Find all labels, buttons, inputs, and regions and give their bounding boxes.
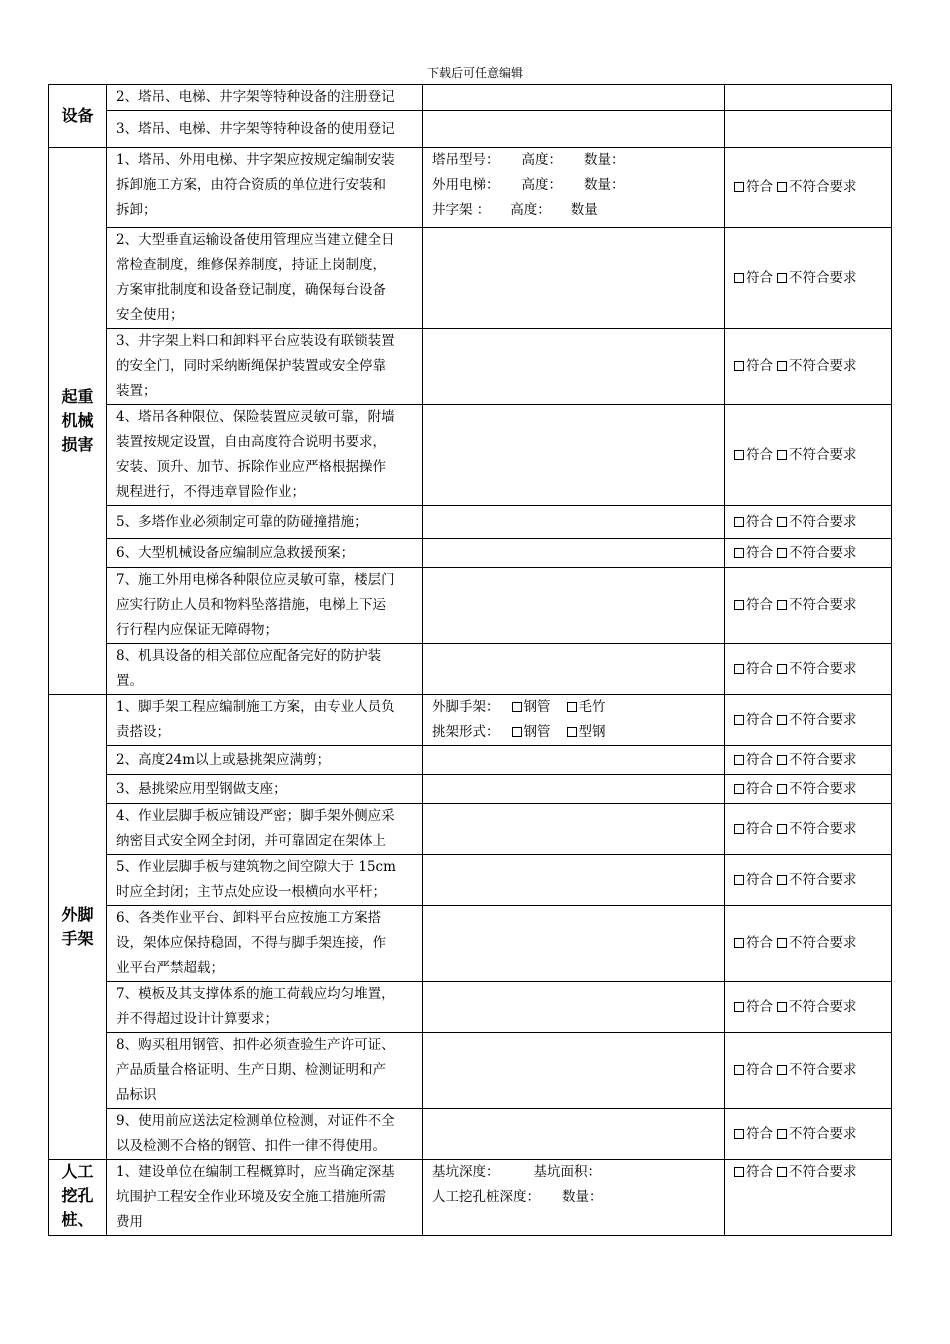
item-line: 3、井字架上料口和卸料平台应装设有联锁装置 — [116, 333, 395, 349]
result-cell — [725, 85, 892, 111]
checkbox-comply[interactable] — [734, 517, 744, 527]
not-comply-label: 不符合要求 — [789, 1062, 857, 1078]
check-item — [107, 1109, 423, 1160]
info-line — [432, 1185, 718, 1210]
result-cell — [725, 746, 892, 775]
info-cell — [423, 111, 725, 148]
item-line: 拆卸施工方案，由符合资质的单位进行安装和 — [116, 177, 386, 193]
info-cell — [423, 148, 725, 228]
qty-label: 数量： — [584, 152, 625, 168]
section-title-line: 桩、 — [61, 1210, 94, 1229]
check-item — [107, 405, 423, 506]
checkbox-comply[interactable] — [734, 450, 744, 460]
table-row — [49, 982, 892, 1033]
check-item: 6、大型机械设备应编制应急救援预案； — [107, 539, 423, 568]
result-cell — [725, 568, 892, 644]
result-cell — [725, 111, 892, 148]
check-item — [107, 1160, 423, 1236]
item-line: 常检查制度，维修保养制度，持证上岗制度， — [116, 257, 386, 273]
item-line: 拆卸； — [116, 202, 157, 218]
section-title-line: 损害 — [61, 435, 94, 454]
info-cell — [423, 855, 725, 906]
not-comply-label: 不符合要求 — [789, 544, 857, 561]
info-cell — [423, 568, 725, 644]
checkbox-not-comply[interactable] — [777, 715, 787, 725]
not-comply-label: 不符合要求 — [789, 780, 857, 797]
item-line: 时应全封闭；主节点处应设一根横向水平杆； — [116, 884, 386, 900]
checkbox-not-comply[interactable] — [777, 182, 787, 192]
checkbox-not-comply[interactable] — [777, 450, 787, 460]
checkbox-section-steel[interactable] — [567, 727, 577, 737]
item-line: 行行程内应保证无障碍物； — [116, 622, 278, 638]
result-cell — [725, 1160, 892, 1236]
checkbox-not-comply[interactable] — [777, 1065, 787, 1075]
result-cell — [725, 695, 892, 746]
checkbox-not-comply[interactable] — [777, 938, 787, 948]
not-comply-label: 不符合要求 — [789, 711, 857, 728]
item-line: 4、作业层脚手板应铺设严密；脚手架外侧应采 — [116, 808, 395, 824]
comply-label: 符合 — [746, 358, 773, 374]
pit-depth-label: 基坑深度： — [432, 1164, 500, 1180]
checkbox-comply[interactable] — [734, 182, 744, 192]
checkbox-comply[interactable] — [734, 824, 744, 834]
info-cell — [423, 228, 725, 329]
checkbox-not-comply[interactable] — [777, 548, 787, 558]
check-item — [107, 804, 423, 855]
result-cell — [725, 644, 892, 695]
result-cell — [725, 804, 892, 855]
pile-depth-label: 人工挖孔桩深度： — [432, 1189, 540, 1205]
item-line: 8、机具设备的相关部位应配备完好的防护装 — [116, 648, 382, 664]
not-comply-label: 不符合要求 — [789, 935, 857, 951]
check-item: 2、高度24m以上或悬挑架应满剪； — [107, 746, 423, 775]
item-line: 业平台严禁超载； — [116, 960, 224, 976]
item-line: 安全使用； — [116, 307, 184, 323]
table-row — [49, 855, 892, 906]
item-line: 8、购买租用钢管、扣件必须查验生产许可证、 — [116, 1037, 395, 1053]
checkbox-comply[interactable] — [734, 1002, 744, 1012]
check-item — [107, 228, 423, 329]
table-row — [49, 111, 892, 148]
table-row — [49, 804, 892, 855]
checkbox-not-comply[interactable] — [777, 273, 787, 283]
comply-label: 符合 — [746, 751, 773, 768]
item-line: 装置按规定设置，自由高度符合说明书要求， — [116, 434, 386, 450]
item-line: 6、各类作业平台、卸料平台应按施工方案搭 — [116, 910, 382, 926]
safety-checklist-table — [48, 84, 892, 1236]
not-comply-label: 不符合要求 — [789, 179, 857, 195]
comply-label: 符合 — [746, 1062, 773, 1078]
info-cell — [423, 1109, 725, 1160]
pit-area-label: 基坑面积： — [533, 1164, 601, 1180]
table-row — [49, 85, 892, 111]
checkbox-comply[interactable] — [734, 1065, 744, 1075]
comply-label: 符合 — [746, 1164, 773, 1180]
info-line — [432, 1160, 718, 1185]
item-line: 7、施工外用电梯各种限位应灵敏可靠，楼层门 — [116, 572, 395, 588]
checkbox-not-comply[interactable] — [777, 600, 787, 610]
not-comply-label: 不符合要求 — [789, 597, 857, 613]
checkbox-not-comply[interactable] — [777, 1129, 787, 1139]
result-cell — [725, 855, 892, 906]
check-item: 3、悬挑梁应用型钢做支座； — [107, 775, 423, 804]
checkbox-comply[interactable] — [734, 361, 744, 371]
table-row — [49, 906, 892, 982]
comply-label: 符合 — [746, 269, 773, 286]
not-comply-label: 不符合要求 — [789, 1164, 857, 1180]
table-row — [49, 1033, 892, 1109]
table-row — [49, 539, 892, 568]
checkbox-comply[interactable] — [734, 548, 744, 558]
check-item — [107, 568, 423, 644]
cantilever-type-label: 挑架形式： — [432, 724, 500, 740]
info-line — [432, 173, 718, 198]
section-title-line: 手架 — [61, 929, 94, 948]
checkbox-not-comply[interactable] — [777, 1002, 787, 1012]
item-line: 纳密目式安全网全封闭，并可靠固定在架体上 — [116, 833, 386, 849]
info-line — [432, 198, 718, 223]
info-line — [432, 148, 718, 173]
item-line: 并不得超过设计计算要求； — [116, 1011, 278, 1027]
checkbox-comply[interactable] — [734, 938, 744, 948]
not-comply-label: 不符合要求 — [789, 513, 857, 530]
comply-label: 符合 — [746, 1125, 773, 1142]
info-line — [432, 695, 718, 720]
item-line: 坑围护工程安全作业环境及安全施工措施所需 — [116, 1189, 386, 1205]
result-cell — [725, 775, 892, 804]
info-cell — [423, 1033, 725, 1109]
qty-label: 数量： — [584, 177, 625, 193]
check-item: 5、多塔作业必须制定可靠的防碰撞措施； — [107, 506, 423, 539]
outer-scaffold-label: 外脚手架： — [432, 699, 500, 715]
section-title-manual-pile — [49, 1160, 107, 1236]
table-row — [49, 506, 892, 539]
table-row — [49, 148, 892, 228]
result-cell — [725, 982, 892, 1033]
item-line: 4、塔吊各种限位、保险装置应灵敏可靠，附墙 — [116, 409, 395, 425]
table-row — [49, 329, 892, 405]
info-cell — [423, 539, 725, 568]
item-line: 5、作业层脚手板与建筑物之间空隙大于 15cm — [116, 859, 396, 875]
result-cell — [725, 906, 892, 982]
not-comply-label: 不符合要求 — [789, 871, 857, 888]
option-label: 钢管 — [523, 724, 551, 740]
section-title-scaffold — [49, 695, 107, 1160]
item-line: 的安全门，同时采纳断绳保护装置或安全停靠 — [116, 358, 386, 374]
info-cell — [423, 1160, 725, 1236]
option-label: 型钢 — [578, 724, 606, 740]
checkbox-not-comply[interactable] — [777, 517, 787, 527]
result-cell — [725, 1109, 892, 1160]
not-comply-label: 不符合要求 — [789, 998, 857, 1015]
table-row — [49, 695, 892, 746]
result-cell — [725, 405, 892, 506]
item-line: 责搭设； — [116, 724, 170, 740]
item-line: 费用 — [116, 1214, 143, 1230]
item-line: 装置； — [116, 383, 157, 399]
not-comply-label: 不符合要求 — [789, 820, 857, 837]
checkbox-comply[interactable] — [734, 784, 744, 794]
checkbox-not-comply[interactable] — [777, 664, 787, 674]
item-line: 规程进行，不得违章冒险作业； — [116, 484, 305, 500]
info-cell — [423, 804, 725, 855]
section-title-lifting — [49, 148, 107, 695]
section-title-line: 人工 — [61, 1162, 94, 1181]
item-line: 设，架体应保持稳固，不得与脚手架连接，作 — [116, 935, 386, 951]
not-comply-label: 不符合要求 — [789, 446, 857, 463]
table-row — [49, 746, 892, 775]
not-comply-label: 不符合要求 — [789, 269, 857, 286]
checkbox-not-comply[interactable] — [777, 824, 787, 834]
info-cell — [423, 85, 725, 111]
check-item — [107, 148, 423, 228]
qty-label: 数量 — [570, 202, 598, 218]
info-cell — [423, 982, 725, 1033]
check-item — [107, 906, 423, 982]
result-cell — [725, 1033, 892, 1109]
comply-label: 符合 — [746, 820, 773, 837]
checkbox-comply[interactable] — [734, 715, 744, 725]
external-elevator-label: 外用电梯： — [432, 177, 500, 193]
section-title-line: 起重 — [61, 387, 94, 406]
table-row — [49, 1109, 892, 1160]
option-label: 毛竹 — [578, 699, 606, 715]
checkbox-comply[interactable] — [734, 600, 744, 610]
item-line: 1、建设单位在编制工程概算时，应当确定深基 — [116, 1164, 395, 1180]
checkbox-comply[interactable] — [734, 755, 744, 765]
result-cell — [725, 539, 892, 568]
option-label: 钢管 — [523, 699, 551, 715]
checkbox-comply[interactable] — [734, 1129, 744, 1139]
item-line: 2、大型垂直运输设备使用管理应当建立健全日 — [116, 232, 395, 248]
check-item: 3、塔吊、电梯、井字架等特种设备的使用登记 — [107, 111, 423, 148]
table-row — [49, 1160, 892, 1236]
height-label: 高度： — [521, 152, 562, 168]
check-item — [107, 982, 423, 1033]
item-line: 应实行防止人员和物料坠落措施，电梯上下运 — [116, 597, 386, 613]
check-item — [107, 1033, 423, 1109]
tower-crane-model-label: 塔吊型号： — [432, 152, 500, 168]
comply-label: 符合 — [746, 660, 773, 677]
height-label: 高度： — [510, 202, 551, 218]
info-cell — [423, 405, 725, 506]
checkbox-not-comply[interactable] — [777, 1167, 787, 1177]
comply-label: 符合 — [746, 935, 773, 951]
comply-label: 符合 — [746, 513, 773, 530]
item-line: 1、塔吊、外用电梯、井字架应按规定编制安装 — [116, 152, 395, 168]
checkbox-comply[interactable] — [734, 875, 744, 885]
item-line: 产品质量合格证明、生产日期、检测证明和产 — [116, 1062, 386, 1078]
comply-label: 符合 — [746, 179, 773, 195]
not-comply-label: 不符合要求 — [789, 751, 857, 768]
checkbox-not-comply[interactable] — [777, 361, 787, 371]
checkbox-steel-pipe[interactable] — [512, 727, 522, 737]
checkbox-bamboo[interactable] — [567, 702, 577, 712]
checkbox-not-comply[interactable] — [777, 755, 787, 765]
check-item — [107, 855, 423, 906]
item-line: 方案审批制度和设备登记制度，确保每台设备 — [116, 282, 386, 298]
check-item — [107, 329, 423, 405]
checkbox-not-comply[interactable] — [777, 875, 787, 885]
table-row — [49, 228, 892, 329]
section-title-line: 机械 — [61, 411, 94, 430]
result-cell — [725, 148, 892, 228]
checkbox-steel-pipe[interactable] — [512, 702, 522, 712]
result-cell — [725, 228, 892, 329]
comply-label: 符合 — [746, 780, 773, 797]
item-line: 7、模板及其支撑体系的施工荷载应均匀堆置， — [116, 986, 395, 1002]
not-comply-label: 不符合要求 — [789, 1125, 857, 1142]
comply-label: 符合 — [746, 711, 773, 728]
table-row — [49, 775, 892, 804]
table-row — [49, 644, 892, 695]
qty-label: 数量： — [562, 1189, 603, 1205]
comply-label: 符合 — [746, 597, 773, 613]
section-title-equipment: 设备 — [49, 85, 107, 148]
info-cell — [423, 644, 725, 695]
check-item — [107, 644, 423, 695]
section-title-line: 外脚 — [61, 905, 94, 924]
comply-label: 符合 — [746, 998, 773, 1015]
item-line: 以及检测不合格的钢管、扣件一律不得使用。 — [116, 1138, 386, 1154]
item-line: 安装、顶升、加节、拆除作业应严格根据操作 — [116, 459, 386, 475]
check-item: 2、塔吊、电梯、井字架等特种设备的注册登记 — [107, 85, 423, 111]
info-cell — [423, 695, 725, 746]
info-line — [432, 720, 718, 745]
not-comply-label: 不符合要求 — [789, 660, 857, 677]
height-label: 高度： — [521, 177, 562, 193]
info-cell — [423, 746, 725, 775]
item-line: 9、使用前应送法定检测单位检测，对证件不全 — [116, 1113, 395, 1129]
info-cell — [423, 506, 725, 539]
item-line: 品标识 — [116, 1087, 157, 1103]
item-line: 置。 — [116, 673, 143, 689]
info-cell — [423, 906, 725, 982]
checkbox-not-comply[interactable] — [777, 784, 787, 794]
info-cell — [423, 329, 725, 405]
table-row — [49, 405, 892, 506]
info-cell — [423, 775, 725, 804]
comply-label: 符合 — [746, 544, 773, 561]
item-line: 1、脚手架工程应编制施工方案，由专业人员负 — [116, 699, 395, 715]
section-title-line: 挖孔 — [61, 1186, 94, 1205]
comply-label: 符合 — [746, 871, 773, 888]
check-item — [107, 695, 423, 746]
result-cell — [725, 329, 892, 405]
hoist-frame-label: 井字架 ： — [432, 202, 491, 218]
checkbox-comply[interactable] — [734, 1167, 744, 1177]
header-note: 下载后可任意编辑 — [426, 66, 523, 80]
checkbox-comply[interactable] — [734, 273, 744, 283]
result-cell — [725, 506, 892, 539]
checkbox-comply[interactable] — [734, 664, 744, 674]
comply-label: 符合 — [746, 446, 773, 463]
table-row — [49, 568, 892, 644]
not-comply-label: 不符合要求 — [789, 358, 857, 374]
